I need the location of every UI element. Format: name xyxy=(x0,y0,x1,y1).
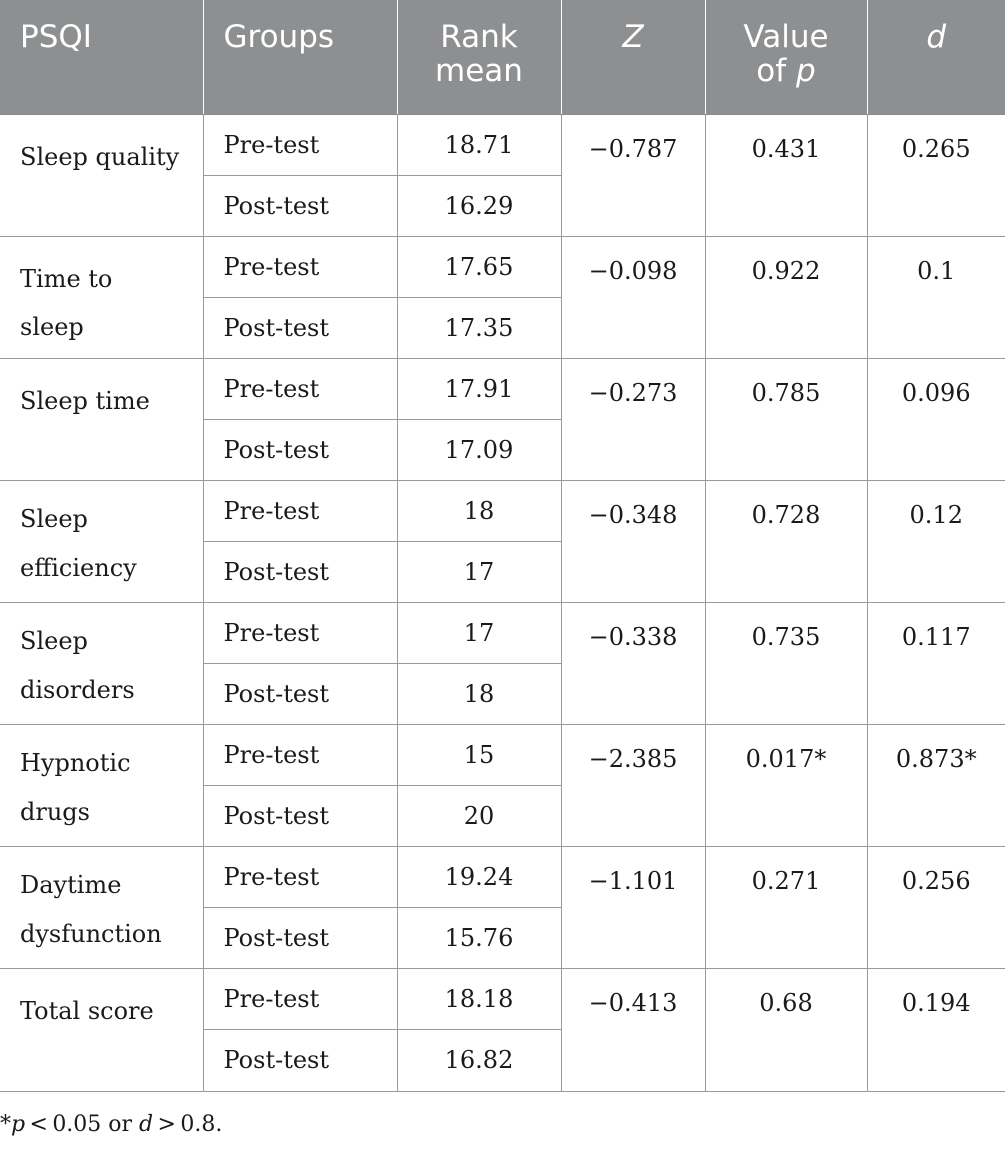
table-header-row xyxy=(0,0,1005,114)
table-row xyxy=(0,968,1005,1029)
group-post-test: Post-test xyxy=(203,297,397,358)
rank-mean-post: 20 xyxy=(397,785,561,846)
rank-mean-post: 17.35 xyxy=(397,297,561,358)
group-post-test: Post-test xyxy=(203,907,397,968)
z-value: −0.098 xyxy=(561,236,705,358)
rank-mean-pre: 17 xyxy=(397,602,561,663)
rank-mean-post: 16.82 xyxy=(397,1029,561,1091)
footnote-d: d xyxy=(139,1112,154,1137)
footnote-mid: < 0.05 or xyxy=(25,1112,140,1137)
table-row xyxy=(0,480,1005,541)
header-z xyxy=(561,0,705,114)
p-value: 0.68 xyxy=(705,968,867,1091)
footnote-p: p xyxy=(11,1112,26,1137)
rank-mean-pre: 18.18 xyxy=(397,968,561,1029)
z-value: −0.787 xyxy=(561,114,705,236)
d-value: 0.265 xyxy=(867,114,1005,236)
psqi-component-label: Sleep disorders xyxy=(0,602,203,724)
z-value: −0.348 xyxy=(561,480,705,602)
rank-mean-pre: 19.24 xyxy=(397,846,561,907)
p-value: 0.271 xyxy=(705,846,867,968)
header-z-label: Z xyxy=(622,19,644,55)
table-row xyxy=(0,602,1005,663)
header-d xyxy=(867,0,1005,114)
table-row xyxy=(0,114,1005,175)
group-post-test: Post-test xyxy=(203,419,397,480)
group-post-test: Post-test xyxy=(203,541,397,602)
psqi-component-label: Daytime dysfunction xyxy=(0,846,203,968)
psqi-component-label: Time to sleep xyxy=(0,236,203,358)
z-value: −0.273 xyxy=(561,358,705,480)
group-pre-test: Pre-test xyxy=(203,480,397,541)
rank-mean-pre: 18 xyxy=(397,480,561,541)
rank-mean-pre: 15 xyxy=(397,724,561,785)
table-footnote xyxy=(0,1112,222,1137)
group-pre-test: Pre-test xyxy=(203,236,397,297)
psqi-component-label: Hypnotic drugs xyxy=(0,724,203,846)
z-value: −2.385 xyxy=(561,724,705,846)
group-pre-test: Pre-test xyxy=(203,968,397,1029)
group-pre-test: Pre-test xyxy=(203,114,397,175)
p-value: 0.728 xyxy=(705,480,867,602)
table-row xyxy=(0,358,1005,419)
header-rank-mean: Rank mean xyxy=(397,0,561,114)
group-pre-test: Pre-test xyxy=(203,602,397,663)
rank-mean-pre: 18.71 xyxy=(397,114,561,175)
d-value: 0.117 xyxy=(867,602,1005,724)
group-pre-test: Pre-test xyxy=(203,846,397,907)
group-post-test: Post-test xyxy=(203,663,397,724)
d-value: 0.256 xyxy=(867,846,1005,968)
psqi-component-label: Total score xyxy=(0,968,203,1091)
rank-mean-pre: 17.65 xyxy=(397,236,561,297)
group-pre-test: Pre-test xyxy=(203,358,397,419)
rank-mean-post: 15.76 xyxy=(397,907,561,968)
d-value: 0.12 xyxy=(867,480,1005,602)
table-row xyxy=(0,846,1005,907)
p-value: 0.431 xyxy=(705,114,867,236)
p-value: 0.785 xyxy=(705,358,867,480)
header-d-label: d xyxy=(926,19,947,55)
group-post-test: Post-test xyxy=(203,785,397,846)
footnote-star: * xyxy=(0,1112,11,1137)
psqi-component-label: Sleep efficiency xyxy=(0,480,203,602)
group-post-test: Post-test xyxy=(203,1029,397,1091)
rank-mean-post: 17.09 xyxy=(397,419,561,480)
group-post-test: Post-test xyxy=(203,175,397,236)
z-value: −0.338 xyxy=(561,602,705,724)
rank-mean-pre: 17.91 xyxy=(397,358,561,419)
p-value: 0.922 xyxy=(705,236,867,358)
table-row xyxy=(0,236,1005,297)
psqi-component-label: Sleep time xyxy=(0,358,203,480)
rank-mean-post: 16.29 xyxy=(397,175,561,236)
table-row xyxy=(0,724,1005,785)
p-value: 0.735 xyxy=(705,602,867,724)
header-groups: Groups xyxy=(203,0,397,114)
rank-mean-post: 17 xyxy=(397,541,561,602)
group-pre-test: Pre-test xyxy=(203,724,397,785)
psqi-component-label: Sleep quality xyxy=(0,114,203,236)
rank-mean-post: 18 xyxy=(397,663,561,724)
d-value: 0.1 xyxy=(867,236,1005,358)
d-value: 0.096 xyxy=(867,358,1005,480)
header-p-var: p xyxy=(796,53,816,89)
header-psqi: PSQI xyxy=(0,0,203,114)
header-p-prefix: Value of xyxy=(743,19,829,89)
footnote-end: > 0.8. xyxy=(153,1112,223,1137)
z-value: −0.413 xyxy=(561,968,705,1091)
z-value: −1.101 xyxy=(561,846,705,968)
table-body xyxy=(0,114,1005,1091)
d-value: 0.194 xyxy=(867,968,1005,1091)
d-value: 0.873* xyxy=(867,724,1005,846)
header-p-value xyxy=(705,0,867,114)
p-value: 0.017* xyxy=(705,724,867,846)
